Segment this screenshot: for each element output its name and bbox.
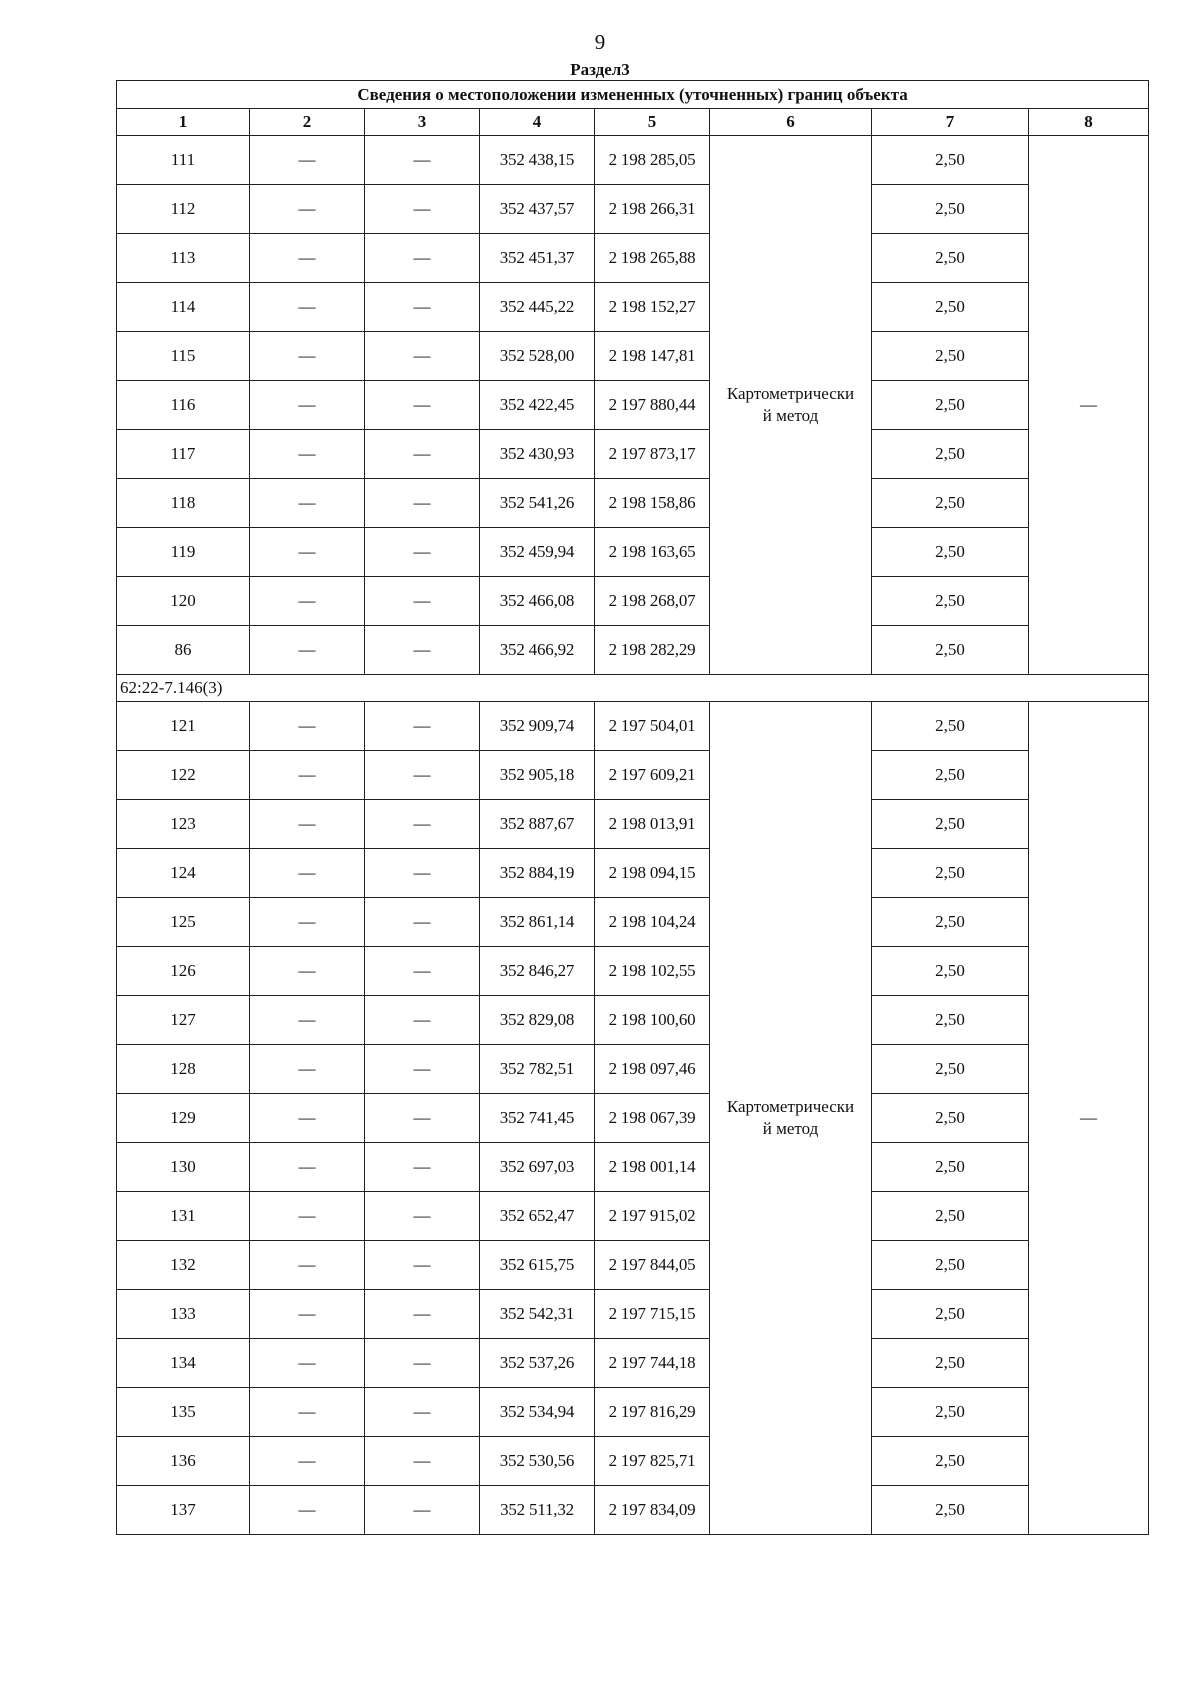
coordinate-x-cell: 352 530,56 — [480, 1437, 595, 1486]
col3-cell: — — [365, 1388, 480, 1437]
col2-cell: — — [250, 430, 365, 479]
method-text-line2: й метод — [762, 406, 819, 425]
accuracy-cell: 2,50 — [872, 1486, 1029, 1535]
column-number: 5 — [595, 109, 710, 136]
table-row — [117, 947, 1149, 996]
accuracy-cell: 2,50 — [872, 479, 1029, 528]
point-number-cell: 125 — [117, 898, 250, 947]
col3-cell: — — [365, 136, 480, 185]
column-number: 4 — [480, 109, 595, 136]
coordinate-y-cell: 2 197 715,15 — [595, 1290, 710, 1339]
accuracy-cell: 2,50 — [872, 1143, 1029, 1192]
point-number-cell: 111 — [117, 136, 250, 185]
point-number-cell: 129 — [117, 1094, 250, 1143]
coordinate-y-cell: 2 198 265,88 — [595, 234, 710, 283]
coordinate-x-cell: 352 466,08 — [480, 577, 595, 626]
col3-cell: — — [365, 702, 480, 751]
coordinate-y-cell: 2 197 816,29 — [595, 1388, 710, 1437]
coordinate-y-cell: 2 197 609,21 — [595, 751, 710, 800]
col2-cell: — — [250, 234, 365, 283]
point-number-cell: 130 — [117, 1143, 250, 1192]
coordinate-y-cell: 2 198 100,60 — [595, 996, 710, 1045]
col2-cell: — — [250, 577, 365, 626]
col3-cell: — — [365, 849, 480, 898]
coordinate-x-cell: 352 884,19 — [480, 849, 595, 898]
col2-cell: — — [250, 849, 365, 898]
coordinate-y-cell: 2 198 001,14 — [595, 1143, 710, 1192]
point-number-cell: 133 — [117, 1290, 250, 1339]
table-row — [117, 479, 1149, 528]
coordinate-y-cell: 2 198 013,91 — [595, 800, 710, 849]
col3-cell: — — [365, 1290, 480, 1339]
table-row — [117, 626, 1149, 675]
method-text-line2: й метод — [762, 1119, 819, 1138]
coordinate-x-cell: 352 829,08 — [480, 996, 595, 1045]
coordinate-x-cell: 352 437,57 — [480, 185, 595, 234]
accuracy-cell: 2,50 — [872, 1339, 1029, 1388]
method-cell — [710, 702, 872, 1535]
accuracy-cell: 2,50 — [872, 1045, 1029, 1094]
point-number-cell: 128 — [117, 1045, 250, 1094]
col2-cell: — — [250, 751, 365, 800]
coordinate-y-cell: 2 198 067,39 — [595, 1094, 710, 1143]
group-label-row — [117, 675, 1149, 702]
table-body — [117, 81, 1149, 1535]
point-number-cell: 86 — [117, 626, 250, 675]
col2-cell: — — [250, 1437, 365, 1486]
column-number-row — [117, 109, 1149, 136]
boundary-coordinates-table — [116, 80, 1149, 1535]
accuracy-cell: 2,50 — [872, 577, 1029, 626]
col2-cell: — — [250, 1290, 365, 1339]
point-number-cell: 123 — [117, 800, 250, 849]
coordinate-y-cell: 2 198 285,05 — [595, 136, 710, 185]
col3-cell: — — [365, 479, 480, 528]
point-number-cell: 121 — [117, 702, 250, 751]
accuracy-cell: 2,50 — [872, 1241, 1029, 1290]
coordinate-y-cell: 2 197 504,01 — [595, 702, 710, 751]
accuracy-cell: 2,50 — [872, 234, 1029, 283]
table-row — [117, 996, 1149, 1045]
table-row — [117, 185, 1149, 234]
col3-cell: — — [365, 996, 480, 1045]
accuracy-cell: 2,50 — [872, 1388, 1029, 1437]
column-number: 8 — [1029, 109, 1149, 136]
coordinate-y-cell: 2 198 102,55 — [595, 947, 710, 996]
col2-cell: — — [250, 702, 365, 751]
coordinate-x-cell: 352 541,26 — [480, 479, 595, 528]
col2-cell: — — [250, 626, 365, 675]
coordinate-x-cell: 352 537,26 — [480, 1339, 595, 1388]
method-text-line1: Картометрически — [726, 384, 855, 403]
col2-cell: — — [250, 1143, 365, 1192]
col3-cell: — — [365, 332, 480, 381]
coordinate-y-cell: 2 197 834,09 — [595, 1486, 710, 1535]
table-row — [117, 702, 1149, 751]
accuracy-cell: 2,50 — [872, 528, 1029, 577]
column-number: 2 — [250, 109, 365, 136]
col2-cell: — — [250, 332, 365, 381]
col2-cell: — — [250, 1339, 365, 1388]
col3-cell: — — [365, 234, 480, 283]
coordinate-x-cell: 352 909,74 — [480, 702, 595, 751]
col3-cell: — — [365, 1339, 480, 1388]
col8-cell: — — [1029, 702, 1149, 1535]
table-row — [117, 332, 1149, 381]
page-number: 9 — [594, 30, 606, 54]
point-number-cell: 112 — [117, 185, 250, 234]
col2-cell: — — [250, 136, 365, 185]
table-row — [117, 234, 1149, 283]
col3-cell: — — [365, 800, 480, 849]
group-label: 62:22-7.146(3) — [117, 675, 1149, 702]
accuracy-cell: 2,50 — [872, 332, 1029, 381]
col2-cell: — — [250, 947, 365, 996]
col2-cell: — — [250, 1241, 365, 1290]
accuracy-cell: 2,50 — [872, 947, 1029, 996]
col2-cell: — — [250, 1388, 365, 1437]
table-row — [117, 751, 1149, 800]
coordinate-y-cell: 2 198 282,29 — [595, 626, 710, 675]
point-number-cell: 124 — [117, 849, 250, 898]
column-number: 3 — [365, 109, 480, 136]
accuracy-cell: 2,50 — [872, 626, 1029, 675]
coordinate-y-cell: 2 198 158,86 — [595, 479, 710, 528]
coordinate-x-cell: 352 422,45 — [480, 381, 595, 430]
col3-cell: — — [365, 1437, 480, 1486]
col3-cell: — — [365, 898, 480, 947]
col3-cell: — — [365, 528, 480, 577]
coordinate-x-cell: 352 511,32 — [480, 1486, 595, 1535]
point-number-cell: 135 — [117, 1388, 250, 1437]
table-row — [117, 800, 1149, 849]
accuracy-cell: 2,50 — [872, 849, 1029, 898]
col2-cell: — — [250, 479, 365, 528]
accuracy-cell: 2,50 — [872, 1192, 1029, 1241]
coordinate-x-cell: 352 430,93 — [480, 430, 595, 479]
table-row — [117, 898, 1149, 947]
point-number-cell: 120 — [117, 577, 250, 626]
coordinate-y-cell: 2 197 873,17 — [595, 430, 710, 479]
col2-cell: — — [250, 1192, 365, 1241]
coordinate-x-cell: 352 438,15 — [480, 136, 595, 185]
coordinate-y-cell: 2 197 825,71 — [595, 1437, 710, 1486]
coordinate-x-cell: 352 782,51 — [480, 1045, 595, 1094]
accuracy-cell: 2,50 — [872, 185, 1029, 234]
col3-cell: — — [365, 1241, 480, 1290]
accuracy-cell: 2,50 — [872, 430, 1029, 479]
method-text-line1: Картометрически — [726, 1097, 855, 1116]
accuracy-cell: 2,50 — [872, 996, 1029, 1045]
col2-cell: — — [250, 381, 365, 430]
coordinate-y-cell: 2 197 744,18 — [595, 1339, 710, 1388]
coordinate-y-cell: 2 198 152,27 — [595, 283, 710, 332]
table-caption-row — [117, 81, 1149, 109]
accuracy-cell: 2,50 — [872, 1094, 1029, 1143]
coordinate-x-cell: 352 528,00 — [480, 332, 595, 381]
col2-cell: — — [250, 898, 365, 947]
point-number-cell: 122 — [117, 751, 250, 800]
column-number: 7 — [872, 109, 1029, 136]
accuracy-cell: 2,50 — [872, 1290, 1029, 1339]
point-number-cell: 134 — [117, 1339, 250, 1388]
coordinate-x-cell: 352 846,27 — [480, 947, 595, 996]
coordinate-y-cell: 2 198 147,81 — [595, 332, 710, 381]
coordinate-x-cell: 352 741,45 — [480, 1094, 595, 1143]
coordinate-x-cell: 352 451,37 — [480, 234, 595, 283]
table-row — [117, 1045, 1149, 1094]
col2-cell: — — [250, 185, 365, 234]
coordinate-x-cell: 352 905,18 — [480, 751, 595, 800]
point-number-cell: 114 — [117, 283, 250, 332]
table-caption: Сведения о местоположении измененных (уточненных) границ объекта — [117, 81, 1149, 109]
col2-cell: — — [250, 528, 365, 577]
coordinate-x-cell: 352 466,92 — [480, 626, 595, 675]
coordinate-x-cell: 352 534,94 — [480, 1388, 595, 1437]
coordinate-y-cell: 2 198 266,31 — [595, 185, 710, 234]
coordinate-y-cell: 2 197 844,05 — [595, 1241, 710, 1290]
table-row — [117, 528, 1149, 577]
table-row — [117, 1388, 1149, 1437]
point-number-cell: 115 — [117, 332, 250, 381]
table-row — [117, 1143, 1149, 1192]
col3-cell: — — [365, 283, 480, 332]
coordinate-x-cell: 352 697,03 — [480, 1143, 595, 1192]
column-number: 1 — [117, 109, 250, 136]
coordinate-y-cell: 2 198 163,65 — [595, 528, 710, 577]
accuracy-cell: 2,50 — [872, 898, 1029, 947]
coordinate-x-cell: 352 445,22 — [480, 283, 595, 332]
col3-cell: — — [365, 947, 480, 996]
col3-cell: — — [365, 577, 480, 626]
col2-cell: — — [250, 1486, 365, 1535]
table-row — [117, 430, 1149, 479]
table-row — [117, 1437, 1149, 1486]
accuracy-cell: 2,50 — [872, 751, 1029, 800]
table-row — [117, 1241, 1149, 1290]
point-number-cell: 113 — [117, 234, 250, 283]
accuracy-cell: 2,50 — [872, 702, 1029, 751]
table-row — [117, 1094, 1149, 1143]
coordinate-x-cell: 352 459,94 — [480, 528, 595, 577]
table-row — [117, 136, 1149, 185]
coordinate-y-cell: 2 198 094,15 — [595, 849, 710, 898]
col3-cell: — — [365, 185, 480, 234]
table-row — [117, 381, 1149, 430]
table-row — [117, 1486, 1149, 1535]
col3-cell: — — [365, 626, 480, 675]
accuracy-cell: 2,50 — [872, 1437, 1029, 1486]
column-number: 6 — [710, 109, 872, 136]
point-number-cell: 127 — [117, 996, 250, 1045]
col2-cell: — — [250, 1045, 365, 1094]
table-row — [117, 1290, 1149, 1339]
accuracy-cell: 2,50 — [872, 136, 1029, 185]
coordinate-x-cell: 352 861,14 — [480, 898, 595, 947]
point-number-cell: 137 — [117, 1486, 250, 1535]
method-cell — [710, 136, 872, 675]
section-title: Раздел3 — [570, 60, 630, 79]
table-row — [117, 1192, 1149, 1241]
col3-cell: — — [365, 381, 480, 430]
col3-cell: — — [365, 1045, 480, 1094]
coordinate-y-cell: 2 198 268,07 — [595, 577, 710, 626]
table-row — [117, 849, 1149, 898]
coordinate-y-cell: 2 198 104,24 — [595, 898, 710, 947]
point-number-cell: 132 — [117, 1241, 250, 1290]
col3-cell: — — [365, 1192, 480, 1241]
accuracy-cell: 2,50 — [872, 381, 1029, 430]
col3-cell: — — [365, 1486, 480, 1535]
accuracy-cell: 2,50 — [872, 283, 1029, 332]
coordinate-x-cell: 352 652,47 — [480, 1192, 595, 1241]
col8-cell: — — [1029, 136, 1149, 675]
point-number-cell: 117 — [117, 430, 250, 479]
coordinate-x-cell: 352 542,31 — [480, 1290, 595, 1339]
accuracy-cell: 2,50 — [872, 800, 1029, 849]
coordinate-y-cell: 2 197 915,02 — [595, 1192, 710, 1241]
col2-cell: — — [250, 283, 365, 332]
point-number-cell: 131 — [117, 1192, 250, 1241]
table-row — [117, 577, 1149, 626]
col3-cell: — — [365, 1143, 480, 1192]
col2-cell: — — [250, 1094, 365, 1143]
point-number-cell: 119 — [117, 528, 250, 577]
table-row — [117, 283, 1149, 332]
col2-cell: — — [250, 996, 365, 1045]
col3-cell: — — [365, 1094, 480, 1143]
point-number-cell: 126 — [117, 947, 250, 996]
col3-cell: — — [365, 430, 480, 479]
col2-cell: — — [250, 800, 365, 849]
point-number-cell: 136 — [117, 1437, 250, 1486]
coordinate-y-cell: 2 197 880,44 — [595, 381, 710, 430]
table-row — [117, 1339, 1149, 1388]
coordinate-y-cell: 2 198 097,46 — [595, 1045, 710, 1094]
col3-cell: — — [365, 751, 480, 800]
coordinate-x-cell: 352 615,75 — [480, 1241, 595, 1290]
point-number-cell: 116 — [117, 381, 250, 430]
coordinate-x-cell: 352 887,67 — [480, 800, 595, 849]
point-number-cell: 118 — [117, 479, 250, 528]
